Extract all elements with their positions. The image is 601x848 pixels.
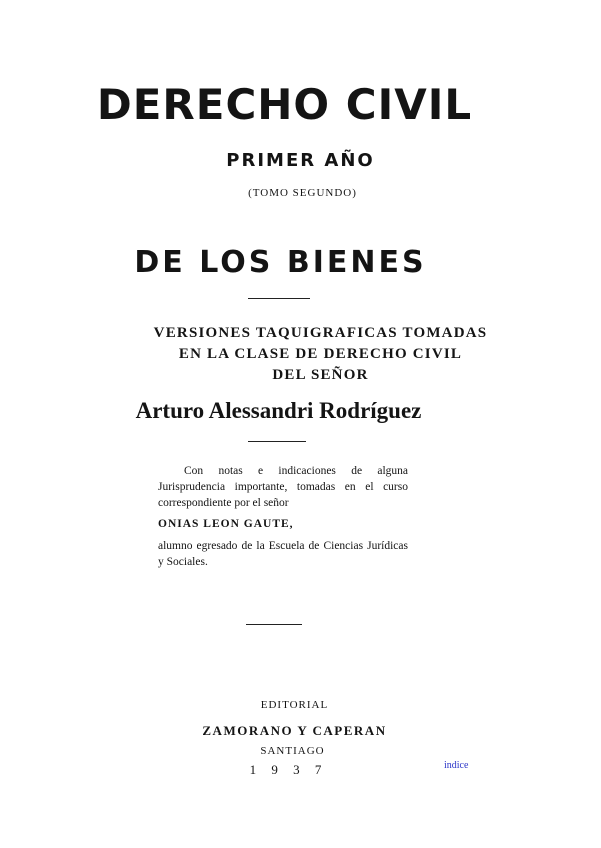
imprint-label: EDITORIAL <box>260 699 329 711</box>
versions-line-2: EN LA CLASE DE DERECHO CIVIL <box>178 346 463 362</box>
volume-label: (TOMO SEGUNDO) <box>248 187 357 199</box>
notes-intro: Con notas e indicaciones de alguna Jurisprudencia importante, tomadas en el curso correspondiente por el señor <box>158 465 408 509</box>
watermark-label: indice <box>444 760 469 771</box>
versions-line-1: VERSIONES TAQUIGRAFICAS TOMADAS <box>153 325 488 341</box>
publication-year: 1 9 3 7 <box>249 762 328 777</box>
notes-editor: ONIAS LEON GAUTE, <box>158 518 294 530</box>
divider-rule <box>248 441 306 442</box>
divider-rule <box>248 298 310 299</box>
section-title: DE LOS BIENES <box>134 245 427 280</box>
publisher-city: SANTIAGO <box>260 745 325 757</box>
divider-rule <box>246 624 302 625</box>
publisher-name: ZAMORANO Y CAPERAN <box>202 723 387 738</box>
book-title: DERECHO CIVIL <box>96 80 473 129</box>
notes-editor-desc: alumno egresado de la Escuela de Ciencias Jurídicas y Sociales. <box>158 540 408 568</box>
versions-line-3: DEL SEÑOR <box>272 367 369 383</box>
book-subtitle: PRIMER AÑO <box>226 150 375 171</box>
author-name: Arturo Alessandri Rodríguez <box>135 398 422 423</box>
